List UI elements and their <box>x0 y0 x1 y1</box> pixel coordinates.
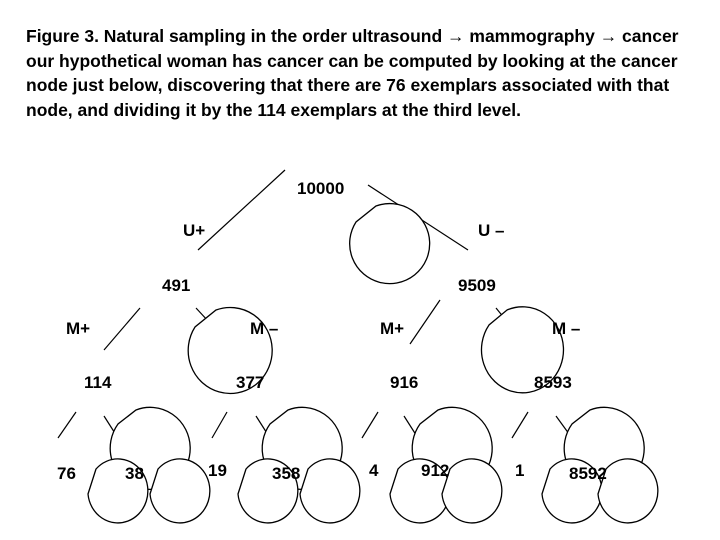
leaf-358 <box>300 459 360 523</box>
node-value-u-minus: 9509 <box>458 276 496 295</box>
edge-114-76 <box>58 412 76 438</box>
edge-8593-1 <box>512 412 528 438</box>
node-value-root: 10000 <box>297 179 345 198</box>
leaf-8592 <box>598 459 658 523</box>
node-value-m-minus-right: 8593 <box>534 373 572 392</box>
node-value-u-plus: 491 <box>162 276 191 295</box>
edge-u-minus-m-plus <box>410 300 440 344</box>
leaf-value-4: 4 <box>369 461 379 480</box>
edge-label-u-minus: U – <box>478 221 505 240</box>
edge-377-19 <box>212 412 227 438</box>
leaf-38 <box>150 459 210 523</box>
edge-label-m-plus-left: M+ <box>66 319 91 338</box>
leaf-value-38: 38 <box>125 464 144 483</box>
edge-label-u-plus: U+ <box>183 221 206 240</box>
leaf-value-8592: 8592 <box>569 464 607 483</box>
leaf-value-1: 1 <box>515 461 525 480</box>
leaf-value-19: 19 <box>208 461 227 480</box>
node-value-m-plus-right: 916 <box>390 373 419 392</box>
edge-u-plus-m-plus <box>104 308 140 350</box>
leaf-value-912: 912 <box>421 461 450 480</box>
leaf-value-358: 358 <box>272 464 301 483</box>
edge-label-m-minus-left: M – <box>250 319 279 338</box>
edge-916-4 <box>362 412 378 438</box>
node-value-m-plus-left: 114 <box>84 373 112 392</box>
leaf-value-76: 76 <box>57 464 76 483</box>
figure-caption: Figure 3. Natural sampling in the order ultrasound → mammography → cancer our hypothetical woman has cancer can be computed by looking at the cancer node just below, discovering that there are 76 exemplars associated with that node, and dividing it by the 114 exemplars at the third level. <box>26 26 679 120</box>
node-value-m-minus-left: 377 <box>236 373 265 392</box>
edge-root-u-plus <box>198 170 285 250</box>
edge-label-m-plus-right: M+ <box>380 319 405 338</box>
edge-label-m-minus-right: M – <box>552 319 581 338</box>
leaf-912 <box>442 459 502 523</box>
node-root <box>350 204 430 284</box>
tree-edges <box>58 170 572 438</box>
